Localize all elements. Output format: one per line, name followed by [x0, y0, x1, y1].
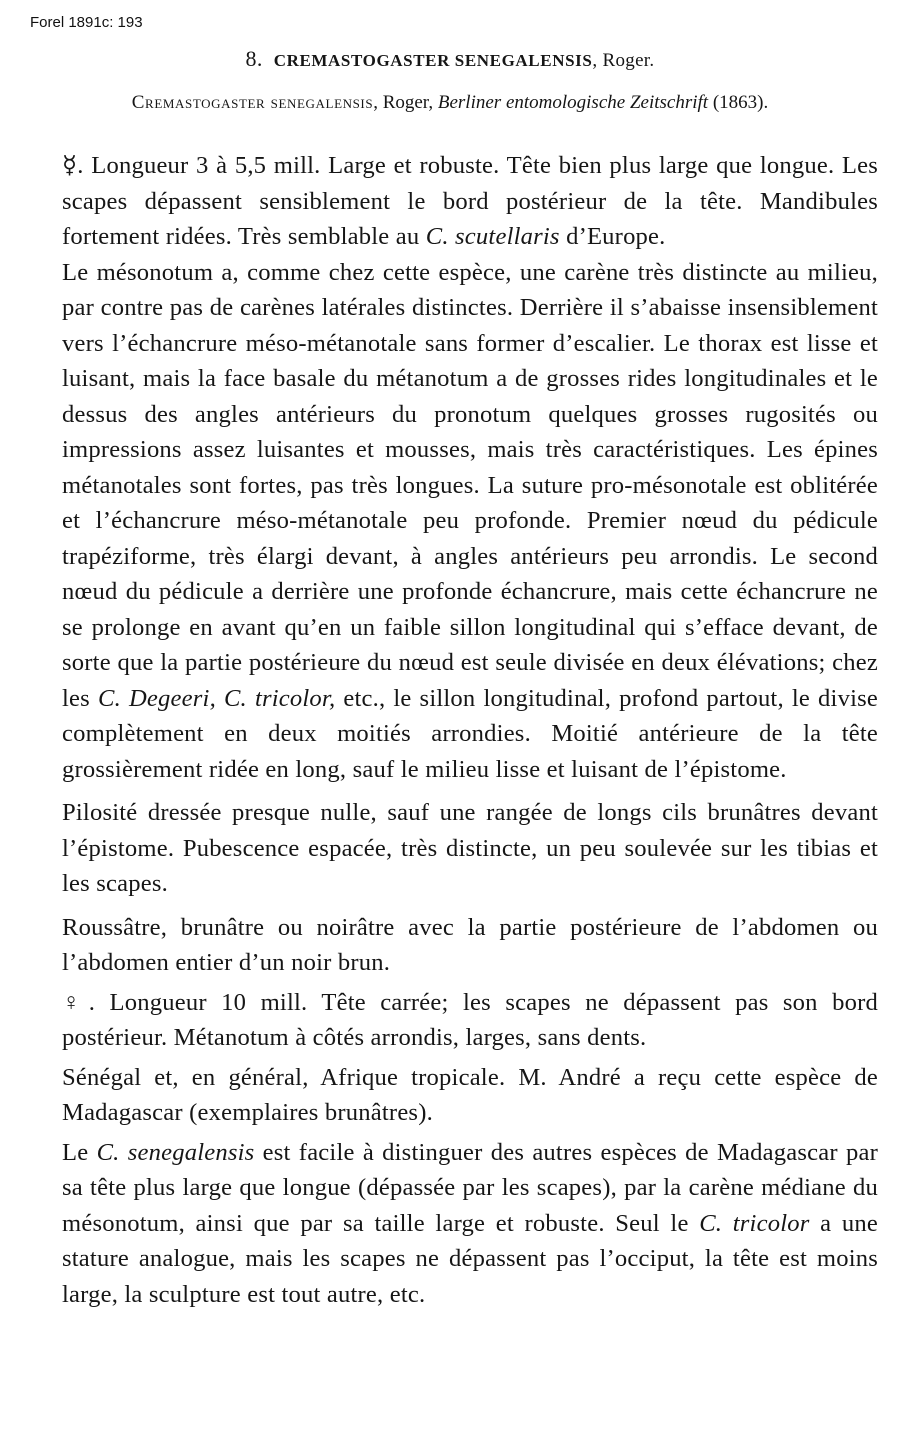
- species-number: 8.: [245, 46, 263, 71]
- species-name: CREMASTOGASTER SENEGALENSIS: [273, 51, 593, 70]
- citation-name: Cremastogaster senegalensis: [131, 92, 374, 113]
- paragraph-text: d’Europe.: [559, 223, 666, 250]
- description-body: [22, 148, 878, 1312]
- paragraph-text: etc., le sillon longitudinal, profond partout, le divise complètement en deux moitiés arrondies. Moitié antérieure de la tête grossièrement ridée en long, sauf le milieu lisse et luisant de l’épistome.: [62, 684, 878, 783]
- paragraph-text: a une stature analogue, mais les scapes ne dépassent pas l’occiput, la tête est moins large, la sculpture est tout autre, etc.: [62, 1209, 878, 1308]
- species-italic: C. scutellaris: [425, 223, 560, 250]
- species-heading: [0, 46, 900, 72]
- original-citation: [0, 92, 900, 114]
- paragraph-comparison: [22, 1135, 878, 1313]
- species-italic: C. senegalensis: [96, 1138, 255, 1166]
- paragraph-pilosity: Pilosité dressée presque nulle, sauf une rangée de longs cils brunâtres devant l’épistome. Pubescence espacée, très distincte, un peu soulevée sur les tibias et les scapes.: [62, 799, 878, 897]
- citation-journal: Berliner entomologische Zeitschrift: [437, 92, 709, 113]
- species-author: , Roger.: [592, 50, 655, 71]
- citation-year: (1863).: [708, 92, 769, 113]
- paragraph-text: ☿. Longueur 3 à 5,5 mill. Large et robuste. Tête bien plus large que longue. Les scapes dépassent sensiblement le bord postérieur de la tête. Mandibules fortement ridées. Très semblable au: [62, 152, 878, 250]
- paragraph-thorax-description: [22, 255, 878, 788]
- paragraph-text: est facile à distinguer des autres espèces de Madagascar par sa tête plus large que longue (dépassée par les scapes), par la carène médiane du mésonotum, ainsi que par sa taille large et robuste. Seul le: [62, 1138, 879, 1237]
- paragraph-text: Le mésonotum a, comme chez cette espèce, une carène très distincte au milieu, par contre pas de carènes latérales distinctes. Derrière il s’abaisse insensiblement vers l’échancrure méso-métanotale sans former d’escalier. Le thorax est lisse et luisant, mais la face basale du métanotum a de grosses rides longitudinales et le dessus des angles antérieurs du pronotum quelques grosses rugosités ou impressions assez luisantes et mousses, mais très caractéristiques. Les épines métanotales sont fortes, pas très longues. La suture pro-mésonotale est oblitérée et l’échancrure méso-métanotale peu profonde. Premier nœud du pédicule trapéziforme, très élargi devant, à angles antérieurs peu arrondis. Le second nœud du pédicule a derrière une profonde échancrure, mais cette échancrure ne se prolonge en avant qu’en un faible sillon longitudinal qui s’efface devant, de sorte que la partie postérieure du nœud est seule divisée en deux élévations; chez les: [62, 258, 878, 712]
- citation-author: , Roger,: [373, 92, 438, 113]
- paragraph-worker-description: [22, 148, 878, 255]
- paragraph-female-description: ♀. Longueur 10 mill. Tête carrée; les scapes ne dépassent pas son bord postérieur. Métanotum à côtés arrondis, larges, sans dents.: [62, 988, 878, 1051]
- page-reference: Forel 1891c: 193: [30, 14, 143, 31]
- species-italic: C. tricolor: [699, 1209, 810, 1237]
- species-italic: C. Degeeri, C. tricolor,: [97, 684, 336, 712]
- paragraph-color: Roussâtre, brunâtre ou noirâtre avec la partie postérieure de l’abdomen ou l’abdomen entier d’un noir brun.: [62, 913, 878, 976]
- paragraph-text: Le: [62, 1138, 97, 1166]
- paragraph-distribution: Sénégal et, en général, Afrique tropicale. M. André a reçu cette espèce de Madagascar (exemplaires brunâtres).: [62, 1063, 878, 1126]
